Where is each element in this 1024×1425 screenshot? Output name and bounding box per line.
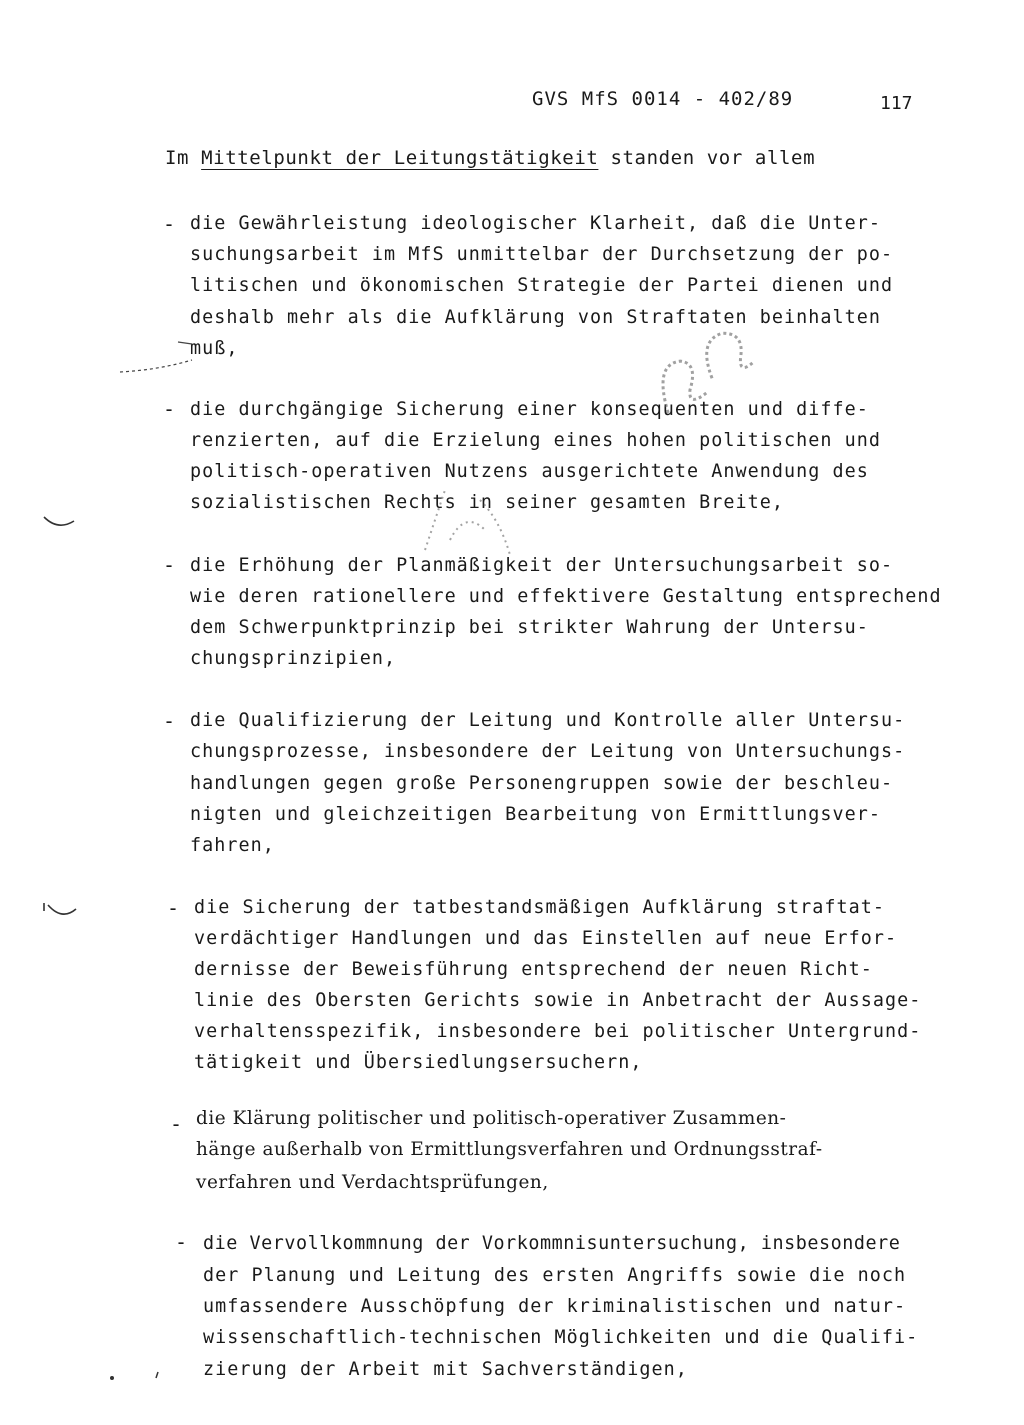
- document-reference: GVS MfS 0014 - 402/89: [532, 88, 794, 110]
- list-item-line: fahren,: [190, 835, 275, 856]
- list-item-line: die Klärung politischer und politisch-operativer Zusammen-: [196, 1108, 787, 1129]
- faded-stamp-graphic: [410, 470, 520, 560]
- list-item-line: verhaltensspezifik, insbesondere bei politischer Untergrund-: [194, 1021, 922, 1042]
- list-item-line: die Erhöhung der Planmäßigkeit der Untersuchungsarbeit so-: [190, 555, 894, 576]
- list-item-line: sozialistischen Rechts in seiner gesamten Breite,: [190, 492, 784, 513]
- list-item-line: linie des Obersten Gerichts sowie in Anbetracht der Aussage-: [194, 990, 922, 1011]
- dot-mark: [108, 1368, 168, 1388]
- list-item-line: der Planung und Leitung des ersten Angriffs sowie die noch: [203, 1265, 907, 1286]
- list-item-line: die Qualifizierung der Leitung und Kontrolle aller Untersu-: [190, 710, 906, 731]
- list-item-line: chungsprinzipien,: [190, 648, 397, 669]
- list-item-line: handlungen gegen große Personengruppen sowie der beschleu-: [190, 773, 894, 794]
- intro-prefix: Im: [165, 147, 202, 169]
- bullet-dash: -: [163, 397, 176, 421]
- intro-suffix: standen vor allem: [598, 147, 816, 169]
- list-item-line: tätigkeit und Übersiedlungsersuchern,: [194, 1052, 643, 1073]
- bullet-dash: -: [163, 553, 176, 577]
- list-item-line: verdächtiger Handlungen und das Einstellen auf neue Erfor-: [194, 928, 898, 949]
- list-item-line: deshalb mehr als die Aufklärung von Straftaten beinhalten: [190, 307, 881, 328]
- list-item-line: wie deren rationellere und effektivere Gestaltung entsprechend: [190, 586, 942, 607]
- list-item-line: die Sicherung der tatbestandsmäßigen Aufklärung straftat-: [194, 897, 885, 918]
- bullet-dash: -: [167, 896, 180, 920]
- list-item-line: suchungsarbeit im MfS unmittelbar der Durchsetzung der po-: [190, 244, 894, 265]
- list-item-line: die Gewährleistung ideologischer Klarheit, daß die Unter-: [190, 213, 881, 234]
- list-item-line: umfassendere Ausschöpfung der kriminalistischen und natur-: [203, 1296, 907, 1317]
- list-item-line: litischen und ökonomischen Strategie der Partei dienen und: [190, 275, 894, 296]
- list-item-line: wissenschaftlich-technischen Möglichkeiten und die Qualifi-: [203, 1327, 919, 1348]
- list-item-line: nigten und gleichzeitigen Bearbeitung von Ermittlungsver-: [190, 804, 881, 825]
- list-item-line: zierung der Arbeit mit Sachverständigen,: [203, 1359, 688, 1380]
- list-item-line: politisch-operativen Nutzens ausgerichtete Anwendung des: [190, 461, 869, 482]
- intro-underlined: Mittelpunkt der Leitungstätigkeit: [201, 147, 599, 169]
- margin-mark-icon: [42, 895, 82, 925]
- list-item-line: chungsprozesse, insbesondere der Leitung von Untersuchungs-: [190, 741, 906, 762]
- list-item-line: die Vervollkommnung der Vorkommnisuntersuchung, insbesondere: [203, 1233, 901, 1254]
- list-item-line: dem Schwerpunktprinzip bei strikter Wahrung der Untersu-: [190, 617, 869, 638]
- list-item-line: renzierten, auf die Erzielung eines hohen politischen und: [190, 430, 881, 451]
- bullet-dash: -: [163, 212, 176, 236]
- bullet-dash: -: [170, 1112, 183, 1136]
- list-item-line: dernisse der Beweisführung entsprechend der neuen Richt-: [194, 959, 873, 980]
- bullet-dash: -: [163, 709, 176, 733]
- pen-stroke-mark: [118, 330, 208, 380]
- list-item-line: verfahren und Verdachtsprüfungen,: [196, 1172, 549, 1193]
- bullet-dash: -: [175, 1230, 188, 1254]
- list-item-line: die durchgängige Sicherung einer konsequenten und diffe-: [190, 399, 869, 420]
- list-item-line: hänge außerhalb von Ermittlungsverfahren und Ordnungsstraf-: [196, 1139, 823, 1160]
- list-item-line: muß,: [190, 338, 239, 359]
- margin-mark-icon: [40, 505, 80, 535]
- page-number: 117: [880, 93, 913, 114]
- intro-sentence: [165, 147, 815, 169]
